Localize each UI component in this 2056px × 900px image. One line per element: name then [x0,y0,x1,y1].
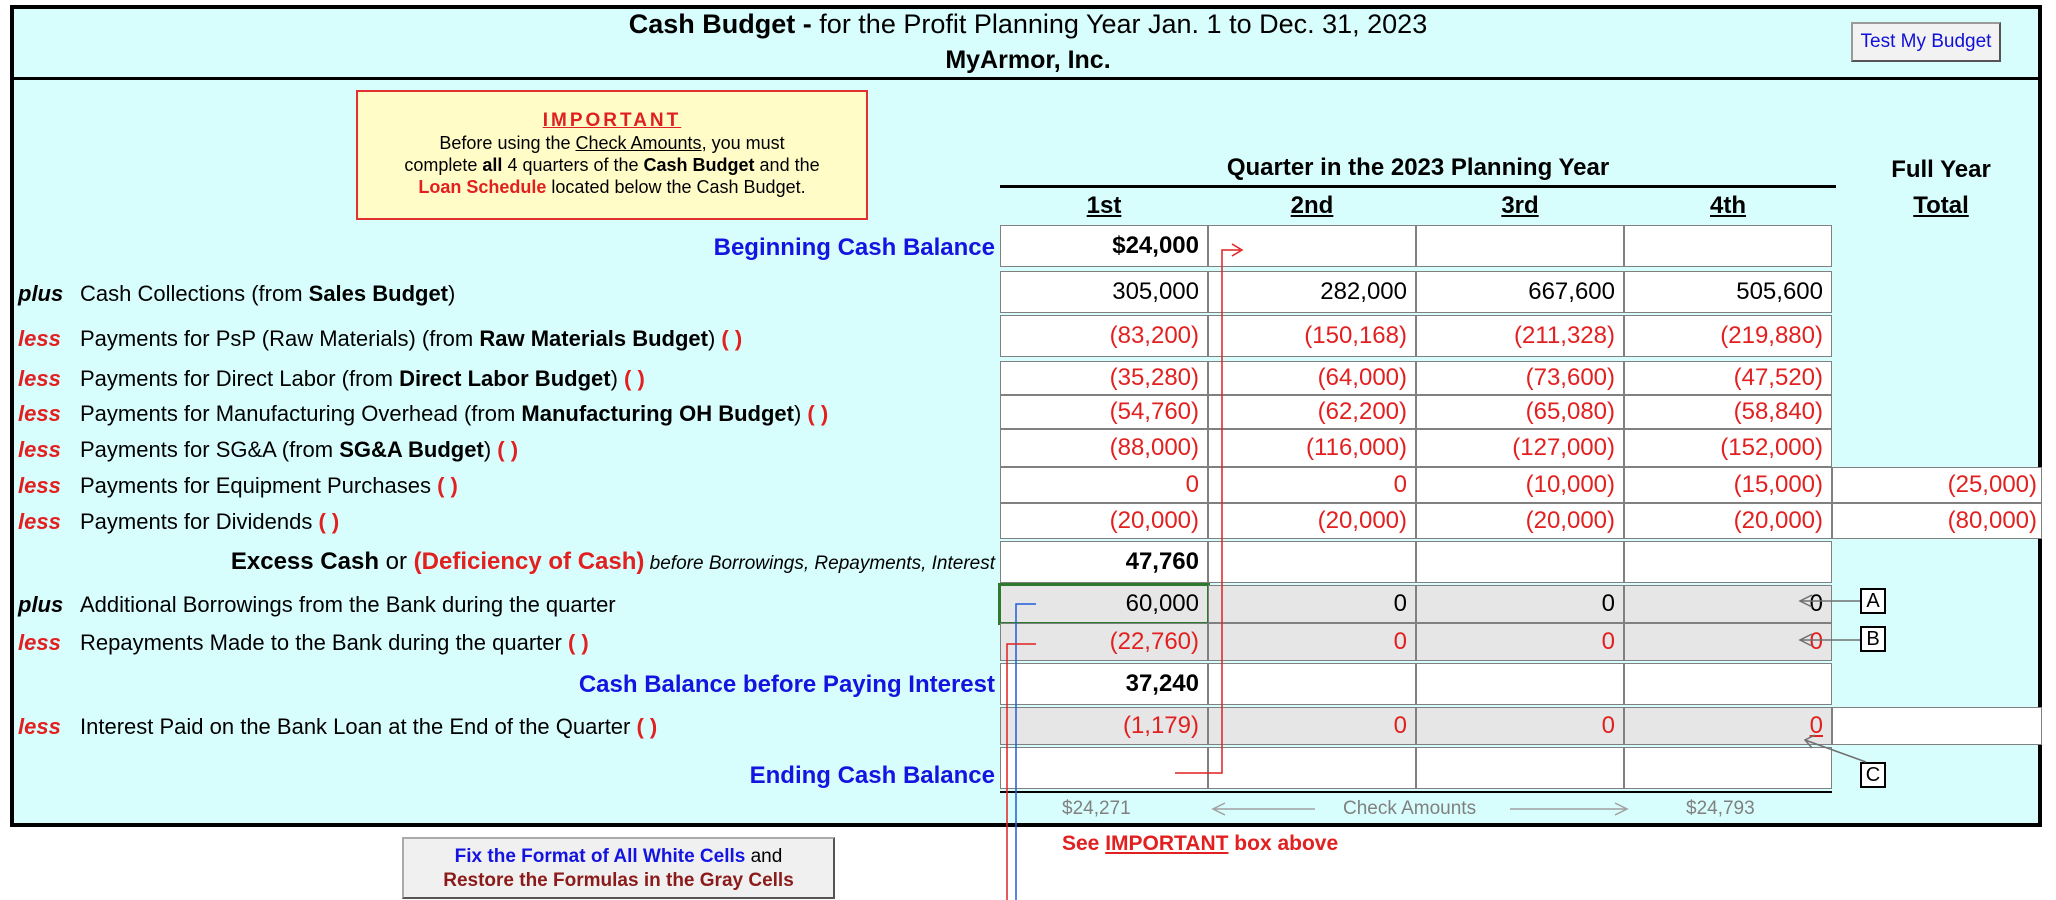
check-amount-q1: $24,271 [1062,798,1131,819]
cell-beginning-q1[interactable]: $24,000 [1000,225,1208,267]
cell-dividends-total[interactable]: (80,000) [1832,503,2042,539]
row-source: SG&A Budget [339,437,484,462]
deficiency-text: (Deficiency of Cash) [413,548,645,575]
row-keyword: less [18,509,61,534]
cell-borrow-q1[interactable]: 60,000 [998,583,1210,625]
paren-marker: ( ) [721,326,743,351]
quarter-group-title: Quarter in the 2023 Planning Year [1226,154,1610,181]
marker-a: A [1860,588,1886,614]
paren-marker: ( ) [318,509,340,534]
paren-marker: ( ) [567,630,589,655]
see-text: box above [1228,832,1339,855]
excess-or-text: or [378,548,414,575]
cell-labor-q4[interactable]: (47,520) [1624,361,1832,395]
row-text: Interest Paid on the Bank Loan at the End of the Quarter [80,714,637,739]
cell-borrow-q3[interactable]: 0 [1416,585,1624,623]
fix-text: and [745,846,783,867]
row-source: Raw Materials Budget [479,326,708,351]
col-header-q2: 2nd [1290,192,1334,219]
company-name: MyArmor, Inc. [945,46,1111,74]
important-text: Cash Budget [643,155,755,175]
row-keyword: less [18,630,61,655]
important-heading: IMPORTANT [542,110,682,131]
cell-before-interest-q1[interactable]: 37,240 [1000,663,1208,705]
check-amounts-label[interactable]: Check Amounts [1343,798,1477,819]
row-text: Payments for Dividends [80,509,319,534]
row-text: ) [448,281,456,306]
cell-dividends-q1[interactable]: (20,000) [1000,503,1208,539]
cell-overhead-q4[interactable]: (58,840) [1624,395,1832,429]
cell-collections-q2[interactable]: 282,000 [1208,271,1416,313]
cell-borrow-q2[interactable]: 0 [1208,585,1416,623]
cell-equipment-total[interactable]: (25,000) [1832,467,2042,503]
row-text: ) [707,326,722,351]
ending-to-beginning-arrow [1175,244,1242,773]
cell-dividends-q2[interactable]: (20,000) [1208,503,1416,539]
row-source: Sales Budget [308,281,449,306]
row-keyword: less [18,714,61,739]
fix-button-line-1 [404,845,833,869]
cell-sga-q3[interactable]: (127,000) [1416,429,1624,467]
cell-psp-q2[interactable]: (150,168) [1208,315,1416,357]
cell-equipment-q3[interactable]: (10,000) [1416,467,1624,503]
row-keyword: less [18,473,61,498]
row-text: Additional Borrowings from the Bank during the quarter [80,592,616,617]
title-rest: for the Profit Planning Year Jan. 1 to Dec. 31, 2023 [819,9,1428,39]
important-ref: IMPORTANT [1105,832,1229,855]
marker-b-arrow [1800,634,1860,646]
important-text: complete [404,155,483,175]
marker-c-arrow [1805,735,1866,762]
marker-c: C [1860,762,1886,788]
cell-overhead-q2[interactable]: (62,200) [1208,395,1416,429]
important-text: and the [754,155,820,175]
cell-labor-q3[interactable]: (73,600) [1416,361,1624,395]
cell-collections-q4[interactable]: 505,600 [1624,271,1832,313]
paren-marker: ( ) [636,714,658,739]
cell-psp-q3[interactable]: (211,328) [1416,315,1624,357]
row-text: Repayments Made to the Bank during the quarter [80,630,568,655]
cell-interest-q3[interactable]: 0 [1416,707,1624,745]
cell-repay-q4[interactable]: 0 [1624,623,1832,661]
label-before-interest: Cash Balance before Paying Interest [578,671,995,698]
label-beginning-cash: Beginning Cash Balance [713,234,995,261]
paren-marker: ( ) [497,437,519,462]
cell-equipment-q4[interactable]: (15,000) [1624,467,1832,503]
cell-dividends-q4[interactable]: (20,000) [1624,503,1832,539]
cell-interest-q2[interactable]: 0 [1208,707,1416,745]
cell-labor-q1[interactable]: (35,280) [1000,361,1208,395]
row-keyword: less [18,326,61,351]
cell-repay-q3[interactable]: 0 [1416,623,1624,661]
cell-repay-q1[interactable]: (22,760) [1000,623,1208,661]
marker-a-arrow [1800,595,1860,607]
row-keyword: less [18,437,61,462]
test-my-budget-button[interactable]: Test My Budget [1851,22,2001,62]
important-text: all [482,155,503,175]
excess-qualifier: before Borrowings, Repayments, Interest [644,553,995,574]
cell-collections-q3[interactable]: 667,600 [1416,271,1624,313]
cell-repay-q2[interactable]: 0 [1208,623,1416,661]
loan-schedule-lines [1007,604,1036,900]
row-text: Payments for Manufacturing Overhead (from [80,401,522,426]
cell-sga-q2[interactable]: (116,000) [1208,429,1416,467]
cell-psp-q1[interactable]: (83,200) [1000,315,1208,357]
cell-interest-q1[interactable]: (1,179) [1000,707,1208,745]
cell-dividends-q3[interactable]: (20,000) [1416,503,1624,539]
cell-sga-q1[interactable]: (88,000) [1000,429,1208,467]
important-text: 4 quarters of the [502,155,644,175]
row-source: Direct Labor Budget [399,366,611,391]
excess-cash-text: Excess Cash [230,548,379,575]
marker-b: B [1860,626,1886,652]
row-text: Cash Collections (from [80,281,309,306]
cell-labor-q2[interactable]: (64,000) [1208,361,1416,395]
fix-text: Fix the Format of All White Cells [454,846,746,867]
row-text: ) [793,401,808,426]
cell-equipment-q1[interactable]: 0 [1000,467,1208,503]
see-important-note [1062,832,1338,856]
cell-psp-q4[interactable]: (219,880) [1624,315,1832,357]
important-text: , you must [701,133,785,153]
check-amounts-link: Check Amounts [575,133,702,153]
fix-button-line-2: Restore the Formulas in the Gray Cells [443,870,794,891]
paren-marker: ( ) [624,366,645,391]
see-text: See [1062,832,1106,855]
col-header-q3: 3rd [1501,192,1539,219]
label-ending-cash: Ending Cash Balance [749,762,995,789]
paren-marker: ( ) [437,473,458,498]
cell-equipment-q2[interactable]: 0 [1208,467,1416,503]
row-source: Manufacturing OH Budget [521,401,794,426]
cell-collections-q1[interactable]: 305,000 [1000,271,1208,313]
important-text: located below the Cash Budget. [546,177,806,197]
cell-overhead-q1[interactable]: (54,760) [1000,395,1208,429]
cell-overhead-q3[interactable]: (65,080) [1416,395,1624,429]
row-keyword: less [18,401,61,426]
check-amount-q4: $24,793 [1686,798,1755,819]
col-header-total: Total [1913,192,1969,219]
col-header-full-year: Full Year [1891,156,1991,183]
row-keyword: less [18,366,61,391]
row-text: Payments for PsP (Raw Materials) (from [80,326,480,351]
row-text: ) [483,437,498,462]
fix-format-button[interactable] [402,837,835,899]
cell-excess-q1[interactable]: 47,760 [1000,541,1208,583]
row-text: Payments for Direct Labor (from [80,366,400,391]
cell-borrow-q4[interactable]: 0 [1624,585,1832,623]
title-bold: Cash Budget - [628,9,812,39]
cell-sga-q4[interactable]: (152,000) [1624,429,1832,467]
cell-interest-q4[interactable]: 0 [1624,707,1832,745]
col-header-q4: 4th [1710,192,1746,219]
row-text: Payments for Equipment Purchases [80,473,438,498]
important-text: Loan Schedule [418,177,547,197]
important-text: Before using the [439,133,576,153]
paren-marker: ( ) [807,401,829,426]
row-text: ) [610,366,625,391]
row-keyword: plus [18,592,64,617]
col-header-q1: 1st [1086,192,1122,219]
row-keyword: plus [18,281,64,306]
row-text: Payments for SG&A (from [80,437,340,462]
